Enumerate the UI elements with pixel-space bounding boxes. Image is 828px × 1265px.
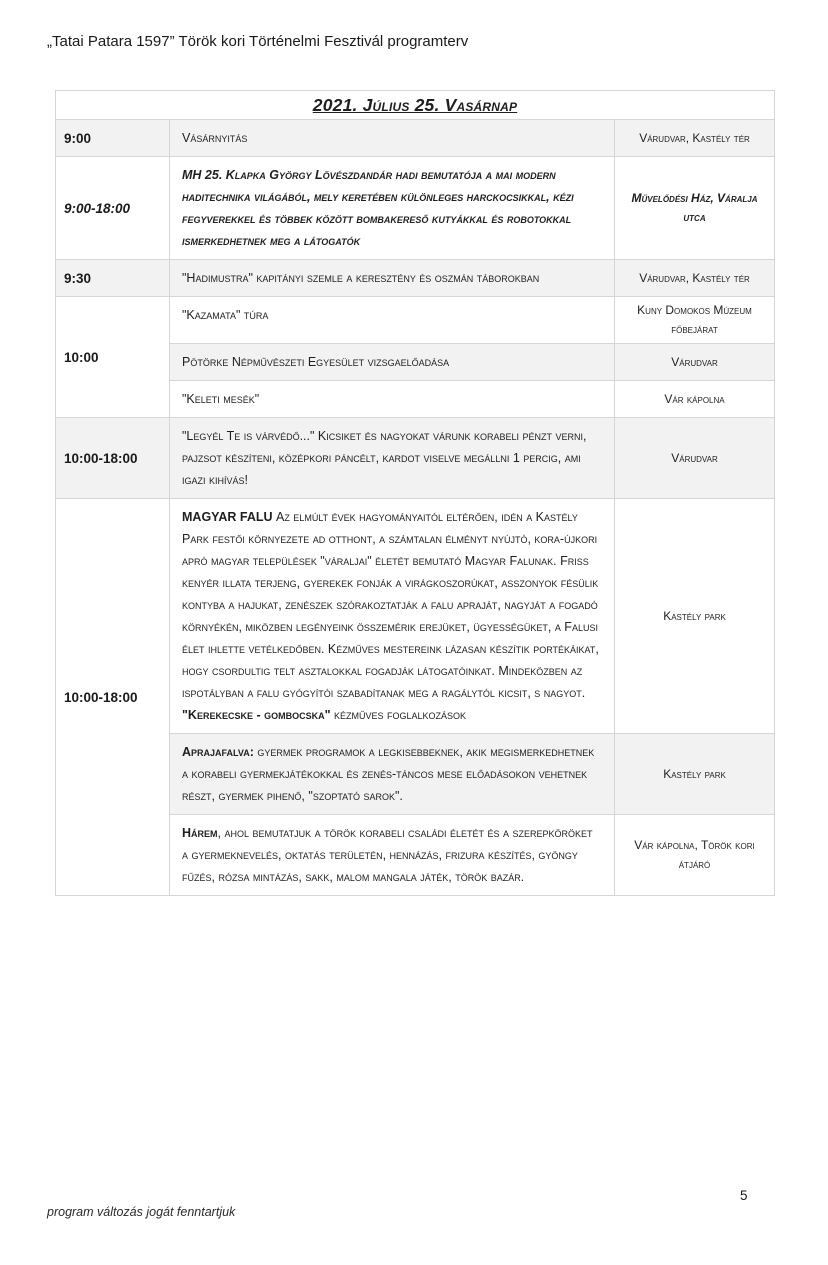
page-number: 5: [740, 1188, 748, 1203]
event-location: Várudvar, Kastély tér: [614, 260, 774, 296]
table-title-row: [56, 91, 774, 119]
table-title: 2021. Július 25. Vasárnap: [312, 95, 518, 115]
description-segment: MAGYAR FALU: [182, 510, 276, 524]
schedule-entry: [170, 380, 774, 417]
event-description: [170, 418, 614, 498]
event-description: [170, 260, 614, 296]
entries-column: [170, 120, 774, 156]
time-cell: 10:00-18:00: [56, 499, 170, 895]
entries-column: [170, 418, 774, 498]
event-location: Vár kápolna, Török kori átjáró: [614, 815, 774, 895]
event-location: Kastély park: [614, 499, 774, 733]
schedule-entry: [170, 733, 774, 814]
entries-column: [170, 260, 774, 296]
description-segment: Pötörke Népművészeti Egyesület vizsgaelőadása: [182, 355, 450, 369]
event-description: [170, 157, 614, 259]
event-description: [170, 344, 614, 380]
description-segment: "Kerekecske - gombocska": [182, 708, 331, 722]
schedule-row-group: [56, 156, 774, 259]
event-description: [170, 815, 614, 895]
schedule-entry: [170, 499, 774, 733]
time-cell: 9:00: [56, 120, 170, 156]
event-description: [170, 734, 614, 814]
entries-column: [170, 157, 774, 259]
schedule-row-group: [56, 417, 774, 498]
description-segment: "Hadimustra" kapitányi szemle a keresztény és oszmán táborokban: [182, 271, 540, 285]
schedule-row-group: [56, 498, 774, 895]
schedule-entry: [170, 260, 774, 296]
event-location: Művelődési Ház, Váralja utca: [614, 157, 774, 259]
description-segment: Hárem: [182, 826, 218, 840]
description-segment: gyermek programok a legkisebbeknek, akik megismerkedhetnek a korabeli gyermekjátékokkal és zenés-táncos mese előadásokon vehetnek részt, gyermek pihenő, "szoptató sarok".: [182, 745, 595, 803]
time-cell: 9:30: [56, 260, 170, 296]
schedule-row-group: [56, 296, 774, 417]
event-location: Vár kápolna: [614, 381, 774, 417]
document-header: „Tatai Patara 1597” Török kori Történelmi Fesztivál programterv: [47, 33, 469, 50]
event-location: Várudvar: [614, 344, 774, 380]
event-description: [170, 120, 614, 156]
table-body: [56, 119, 774, 895]
time-cell: 9:00-18:00: [56, 157, 170, 259]
description-segment: MH 25. Klapka György Lövészdandár hadi bemutatója a mai modern haditechnika világából, mely keretében különleges harckocsikkal, kézi fegyverekkel és többek között bombakereső kutyákkal és robotokkal ismerkedhetnek meg a látogatók: [182, 168, 574, 248]
schedule-entry: [170, 157, 774, 259]
schedule-entry: [170, 814, 774, 895]
footer-note: program változás jogát fenntartjuk: [47, 1205, 236, 1219]
description-segment: , ahol bemutatjuk a török korabeli családi életét és a szerepköröket a gyermeknevelés, oktatás területén, hennázás, frizura készítés, gyöngy fűzés, rózsa mintázás, sakk, malom mangala játék, török bazár.: [182, 826, 593, 884]
event-location: Várudvar: [614, 418, 774, 498]
event-location: Várudvar, Kastély tér: [614, 120, 774, 156]
program-table: [55, 90, 775, 896]
event-location: Kuny Domokos Múzeum főbejárat: [614, 297, 774, 343]
event-description: [170, 381, 614, 417]
event-description: [170, 499, 614, 733]
event-description: [170, 297, 614, 343]
entries-column: [170, 297, 774, 417]
description-segment: Aprajafalva:: [182, 745, 254, 759]
description-segment: Vásárnyitás: [182, 131, 248, 145]
description-segment: "Legyél Te is várvédő..." Kicsiket és nagyokat várunk korabeli pénzt verni, pajzsot készíteni, középkori páncélt, kardot viselve megállni 1 percig, ami igazi kihívás!: [182, 429, 587, 487]
description-segment: Az elmúlt évek hagyományaitól eltérően, idén a Kastély Park festői környezete ad otthont, a számtalan élményt nyújtó, kora-újkori apró magyar települések "váraljai" életét bemutató Magyar Falunak. Friss kenyér illata terjeng, gyerekek fonják a virágkoszorúkat, asszonyok fésülik kontyba a hajukat, zenészek szórakoztatják a falu apraját, nagyját a fogadó környékén, miközben legényeink összemérik erejüket, ügyességüket, a Falusi élet ihlette vetélkedőben. Kézműves mestereink lázasan készítik portékáikat, hogy csordultig telt asztalokkal fogadják látogatóinkat. Mindeközben az ispotályban a falu gyógyítói szabadítanak meg a ragálytól kicsit, s nagyot.: [182, 510, 599, 700]
entries-column: [170, 499, 774, 895]
event-location: Kastély park: [614, 734, 774, 814]
schedule-entry: [170, 418, 774, 498]
time-cell: 10:00: [56, 297, 170, 417]
description-segment: "Kazamata" túra: [182, 308, 269, 322]
description-segment: "Keleti mesék": [182, 392, 260, 406]
schedule-row-group: [56, 119, 774, 156]
description-segment: kézműves foglalkozások: [330, 708, 466, 722]
schedule-entry: [170, 343, 774, 380]
schedule-entry: [170, 297, 774, 343]
time-cell: 10:00-18:00: [56, 418, 170, 498]
schedule-row-group: [56, 259, 774, 296]
schedule-entry: [170, 120, 774, 156]
